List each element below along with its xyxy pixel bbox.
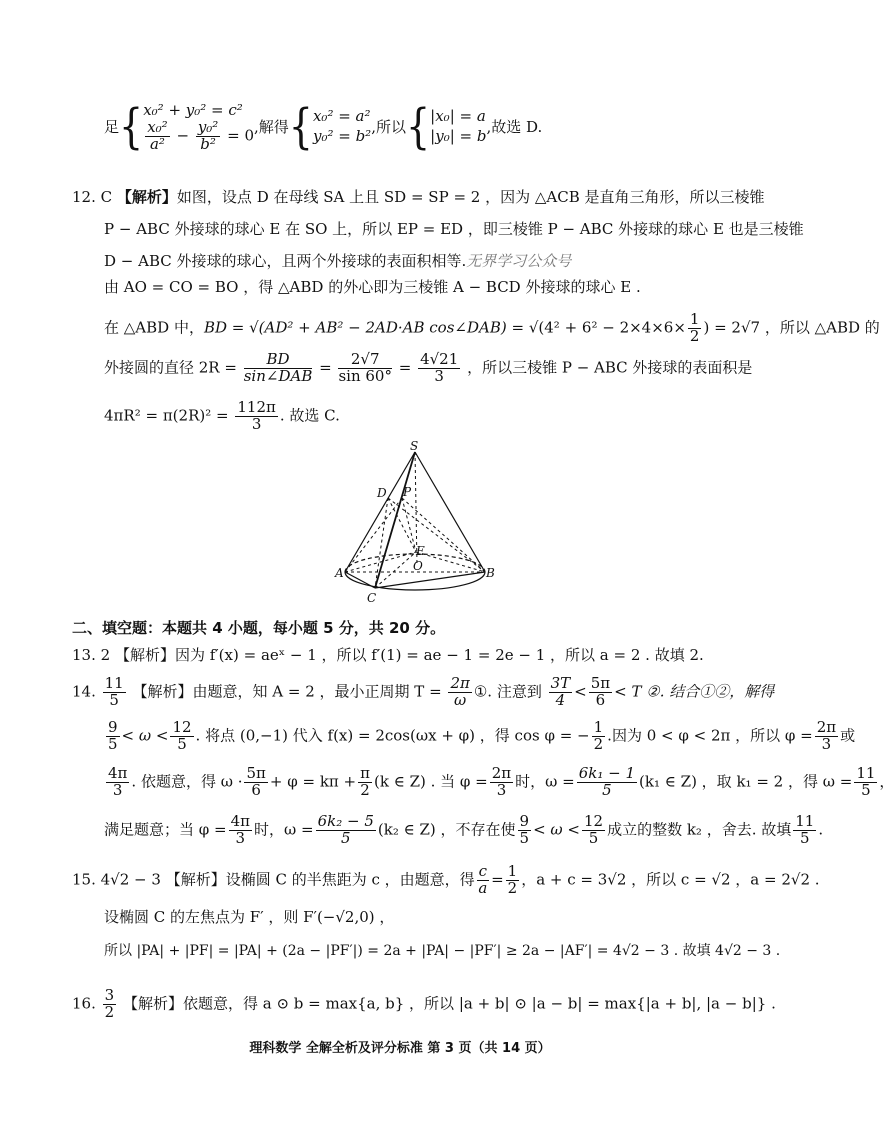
q12-line-4: 由 AO = CO = BO ，得 △ABD 的外心即为三棱锥 A − BCD 外接球的球心 E . — [104, 278, 641, 296]
q12-line-5: 在 △ABD 中，BD = √(AD² + AB² − 2AD·AB cos∠DAB) = √(4² + 6² − 2×4×6× $\frac{1}{2}$ ) = 2√7 ，所以 △ABD 的 — [104, 310, 880, 345]
label-D: D — [377, 486, 387, 500]
q15-line-1: 15. 4√2 − 3 【解析】设椭圆 C 的半焦距为 c ，由题意，得 $\frac{c}{a}$ = $\frac{1}{2}$ ，a + c = 3√2 ，所以 c = √2 ，a = 2√2 . — [72, 862, 820, 897]
q12-number: 12. — [72, 188, 96, 206]
label-O: O — [413, 559, 423, 573]
label-P: P — [403, 485, 412, 499]
q15-line-3: 所以 |PA| + |PF| = |PA| + (2a − |PF′|) = 2a + |PA| − |PF′| ≥ 2a − |AF′| = 4√2 − 3 . 故填 4√2 − 3 . — [104, 943, 781, 959]
q11-system-2: x₀² = a² y₀² = b² — [312, 107, 372, 146]
q11-system-1: x₀² + y₀² = c² $\frac{\text{x₀²}}{\text{a²}}$ − $\frac{\text{y₀²}}{\text{b²}}$ = 0 — [143, 101, 254, 153]
label-A: A — [335, 566, 344, 580]
cone-figure — [330, 440, 500, 610]
q14-line-3: $\frac{4\pi}{3}$ . 依题意，得 ω · $\frac{5\pi}{6}$ + φ = kπ + $\frac{\pi}{2}$ (k ∈ Z) . 当 φ = $\frac{2\pi}{3}$ 时，ω = $\frac{\text{6k₁ − 1}}{5}$ (k₁ ∈ Z) ，取 k₁ = 2 ，得 ω = $\frac{11}{5}$ ， — [108, 764, 894, 799]
q15-line-2: 设椭圆 C 的左焦点为 F′ ，则 F′(−√2,0) ， — [104, 908, 395, 926]
q14-line-1: 14. $\frac{11}{5}$ 【解析】由题意，知 A = 2 ，最小正周期 T = $\frac{2\pi}{\omega}$ ①. 注意到 $\frac{3T}{4}$ < $\frac{5\pi}{6}$ < T ②. 结合①②，解得 — [72, 674, 775, 709]
q11-system-3: |x₀| = a |y₀| = b — [430, 107, 487, 146]
q11-tail: 足{x₀² + y₀² = c² $\frac{\text{x₀²}}{\text{a²}}$ − $\frac{\text{y₀²}}{\text{b²}}$ = 0,解得{x₀² = a² y₀² = b²,所以{|x₀| = a |y₀| = b,故选 D. — [104, 98, 543, 154]
q14-line-4: 满足题意；当 φ = $\frac{4\pi}{3}$ 时，ω = $\frac{\text{6k₂ − 5}}{5}$ (k₂ ∈ Z) ，不存在使 $\frac{9}{5}$ < ω < $\frac{12}{5}$ 成立的整数 k₂ ，舍去. 故填 $\frac{11}{5}$ . — [104, 812, 824, 847]
label-B: B — [486, 566, 495, 580]
q12-line-3: D − ABC 外接球的球心，且两个外接球的表面积相等.无界学习公众号 — [104, 252, 572, 270]
q12-answer: C — [100, 188, 113, 206]
section-2-heading: 二、填空题：本题共 4 小题，每小题 5 分，共 20 分。 — [72, 619, 446, 637]
q12-line-6: 外接圆的直径 2R = $\frac{BD}{\text{sin∠DAB}}$ = $\frac{2√7}{\sin 60^\circ}$ = $\frac{4√21}{3}$ ，所以三棱锥 P − ABC 外接球的表面积是 — [104, 350, 753, 385]
q12-line-1: 12. C 【解析】如图，设点 D 在母线 SA 上且 SD = SP = 2 ，因为 △ACB 是直角三角形，所以三棱锥 — [72, 188, 765, 206]
q16: 16. $\frac{3}{2}$ 【解析】依题意，得 a ⊙ b = max{a, b} ，所以 |a + b| ⊙ |a − b| = max{|a + b|, |a − b|} . — [72, 986, 776, 1021]
q14-line-2: $\frac{9}{5}$ < ω < $\frac{12}{5}$ . 将点 (0,−1) 代入 f(x) = 2cos(ωx + φ) ，得 cos φ = − $\frac{1}{2}$ .因为 0 < φ < 2π ，所以 φ = $\frac{2\pi}{3}$ 或 — [108, 718, 856, 753]
page-footer: 理科数学 全解全析及评分标准 第 3 页（共 14 页） — [249, 1041, 551, 1056]
label-C: C — [367, 591, 377, 605]
label-S: S — [410, 439, 419, 453]
q12-line-2: P − ABC 外接球的球心 E 在 SO 上，所以 EP = ED ，即三棱锥 P − ABC 外接球的球心 E 也是三棱锥 — [104, 220, 804, 238]
q13: 13. 2 【解析】因为 f′(x) = aeˣ − 1 ，所以 f′(1) = ae − 1 = 2e − 1 ，所以 a = 2 . 故填 2. — [72, 646, 704, 664]
q12-line-7: 4πR² = π(2R)² = $\frac{112\pi}{3}$ . 故选 C. — [104, 398, 340, 433]
watermark: 无界学习公众号 — [466, 252, 572, 270]
label-E: E — [416, 544, 425, 558]
